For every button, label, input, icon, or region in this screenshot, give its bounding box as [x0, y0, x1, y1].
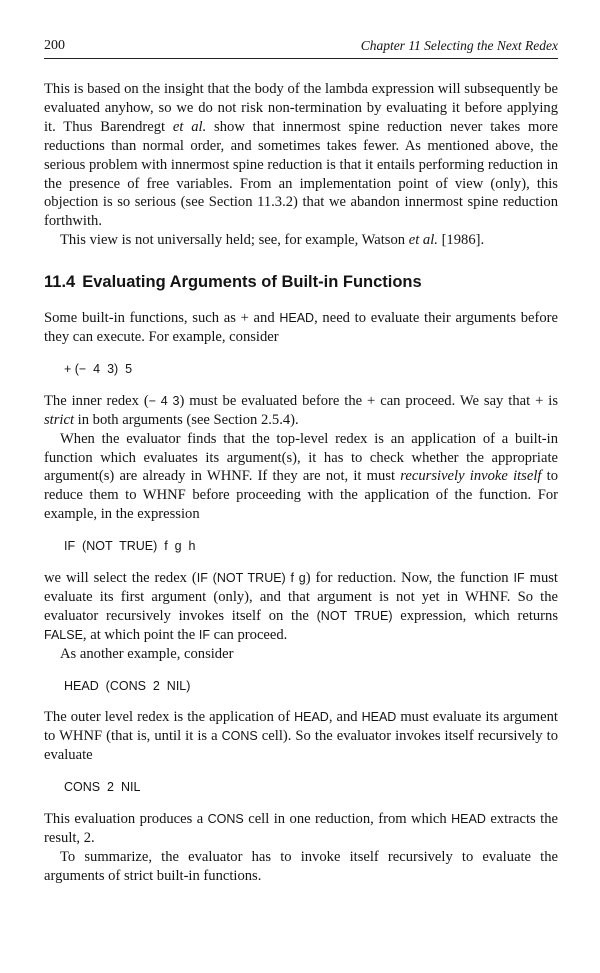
paragraph-innermost-spine: This is based on the insight that the body of the lambda expression will subsequently be evaluated anyhow, so we do not risk non-termination by evaluating it before applying it. Thus Barendregt et al. show that innermost spine reduction never takes more reductions than normal order, and sometimes takes fewer. As mentioned above, the serious problem with innermost spine reduction is that it entails performing reduction in the presence of free variables. From an implementation point of view (only), this objection is so serious (see Section 11.3.2) that we abandon innermost spine reduction forthwith.	[44, 81, 558, 230]
running-title: Chapter 11 Selecting the Next Redex	[360, 38, 558, 53]
paragraph-another-example: As another example, consider	[60, 645, 234, 662]
code-example-head: HEAD (CONS 2 NIL)	[64, 678, 191, 693]
paragraph-builtin-intro: Some built-in functions, such as + and HEAD, need to evaluate their arguments before they can execute. For example, consider	[44, 310, 558, 345]
paragraph-view-not-held: This view is not universally held; see, for example, Watson et al. [1986].	[60, 232, 485, 249]
code-example-plus: + (− 4 3) 5	[64, 361, 133, 376]
section-heading	[44, 273, 558, 292]
section-title: Evaluating Arguments of Built-in Functions	[82, 273, 422, 292]
paragraph-if-redex: we will select the redex (IF (NOT TRUE) f g) for reduction. Now, the function IF must evaluate its first argument (only), and that argument is not yet in WHNF. So the evaluator recursively invokes itself on the (NOT TRUE) expression, which returns FALSE, at which point the IF can proceed.	[44, 570, 559, 643]
paragraph-evaluator-whnf: When the evaluator finds that the top-level redex is an application of a built-in function which evaluates its argument(s), it has to check whether the appropriate argument(s) are already in WHNF. If they are not, it must recursively invoke itself to reduce them to WHNF before proceeding with the application of the function. For example, in the expression	[44, 430, 559, 523]
page-number: 200	[44, 38, 65, 53]
section-number: 11.4	[44, 273, 76, 292]
paragraph-strict: The inner redex (− 4 3) must be evaluated before the + can proceed. We say that + is strict in both arguments (see Section 2.5.4).	[44, 392, 558, 428]
paragraph-cons-cell: This evaluation produces a CONS cell in one reduction, from which HEAD extracts the result, 2.	[44, 811, 558, 846]
code-example-if: IF (NOT TRUE) f g h	[64, 539, 196, 554]
page-body	[44, 80, 558, 886]
paragraph-summary: To summarize, the evaluator has to invoke itself recursively to evaluate the arguments of strict built-in functions.	[44, 848, 558, 884]
code-example-cons: CONS 2 NIL	[64, 780, 141, 795]
paragraph-outer-redex: The outer level redex is the application of HEAD, and HEAD must evaluate its argument to WHNF (that is, until it is a CONS cell). So the evaluator invokes itself recursively to evaluate	[44, 709, 559, 764]
page-header	[44, 38, 558, 59]
